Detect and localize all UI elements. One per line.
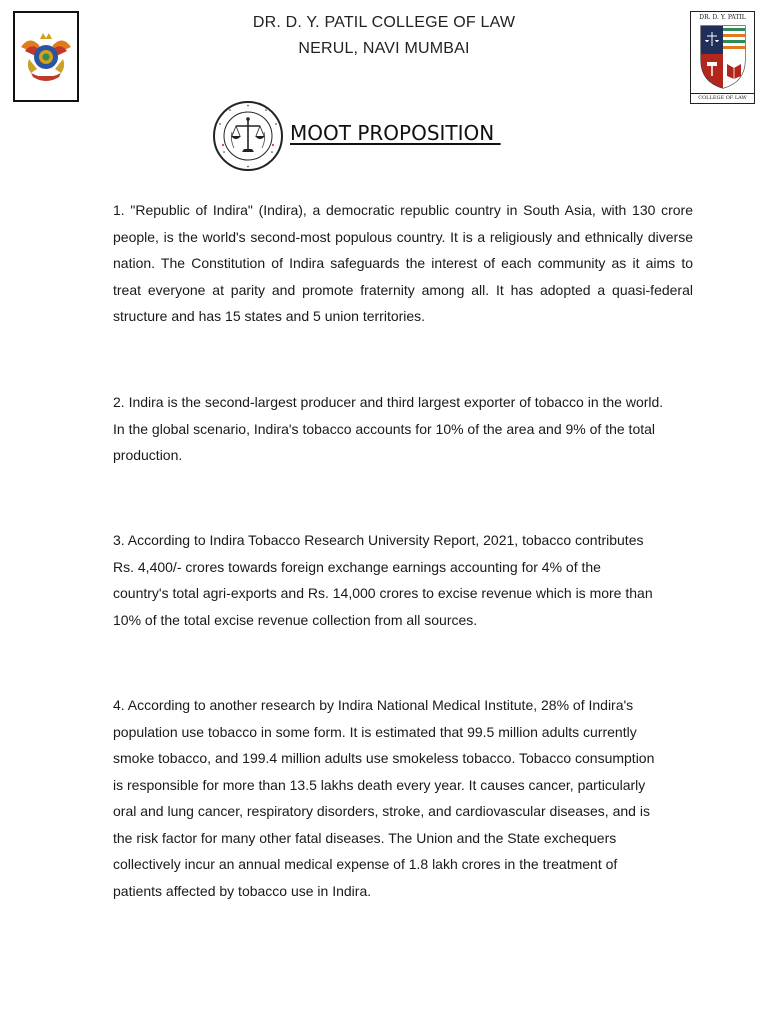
paragraph-1: 1. "Republic of Indira" (Indira), a democratic republic country in South Asia, with 130 crore people, is the world's second-most populous country. It is a religiously and ethnically diverse nation. The Constitution of Indira safeguards the interest of each community as it aims to treat everyone at parity and promote fraternity among all. It has adopted a quasi-federal structure and has 15 states and 5 union territories. (113, 202, 693, 324)
paragraph-4: 4. According to another research by Indira National Medical Institute, 28% of Indira's population use tobacco in some form. It is estimated that 99.5 million adults currently smoke tobacco, and 199.4 million adults use smokeless tobacco. Tobacco consumption is responsible for more than 13.5 lakhs death every year. It causes cancer, particularly oral and lung cancer, respiratory disorders, stroke, and cardiovascular diseases, and is the risk factor for many other fatal diseases. The Union and the State exchequers collectively incur an annual medical expense of 1.8 lakh crores in the treatment of patients affected by tobacco use in Indira. (113, 697, 655, 899)
crest-top-text: DR. D. Y. PATIL (699, 14, 746, 21)
college-header (0, 10, 768, 62)
page-title: MOOT PROPOSITION (290, 121, 501, 145)
college-crest-logo (690, 11, 755, 104)
crest-shield-icon (699, 24, 747, 90)
crest-bottom-text: COLLEGE OF LAW (691, 93, 754, 101)
moot-court-society-seal (212, 100, 284, 172)
paragraph-2: 2. Indira is the second-largest producer and third largest exporter of tobacco in the world. In the global scenario, Indira's tobacco accounts for 10% of the area and 9% of the total production. (113, 394, 664, 463)
college-location: NERUL, NAVI MUMBAI (298, 40, 470, 57)
scales-of-justice-seal-icon (212, 100, 284, 172)
paragraph-3: 3. According to Indira Tobacco Research University Report, 2021, tobacco contributes Rs. 4,400/- crores towards foreign exchange earnings accounting for 4% of the country's total agri-exports and Rs. 14,000 crores to excise revenue which is more than 10% of the total excise revenue collection from all sources. (113, 532, 653, 628)
college-name: DR. D. Y. PATIL COLLEGE OF LAW (252, 14, 516, 31)
